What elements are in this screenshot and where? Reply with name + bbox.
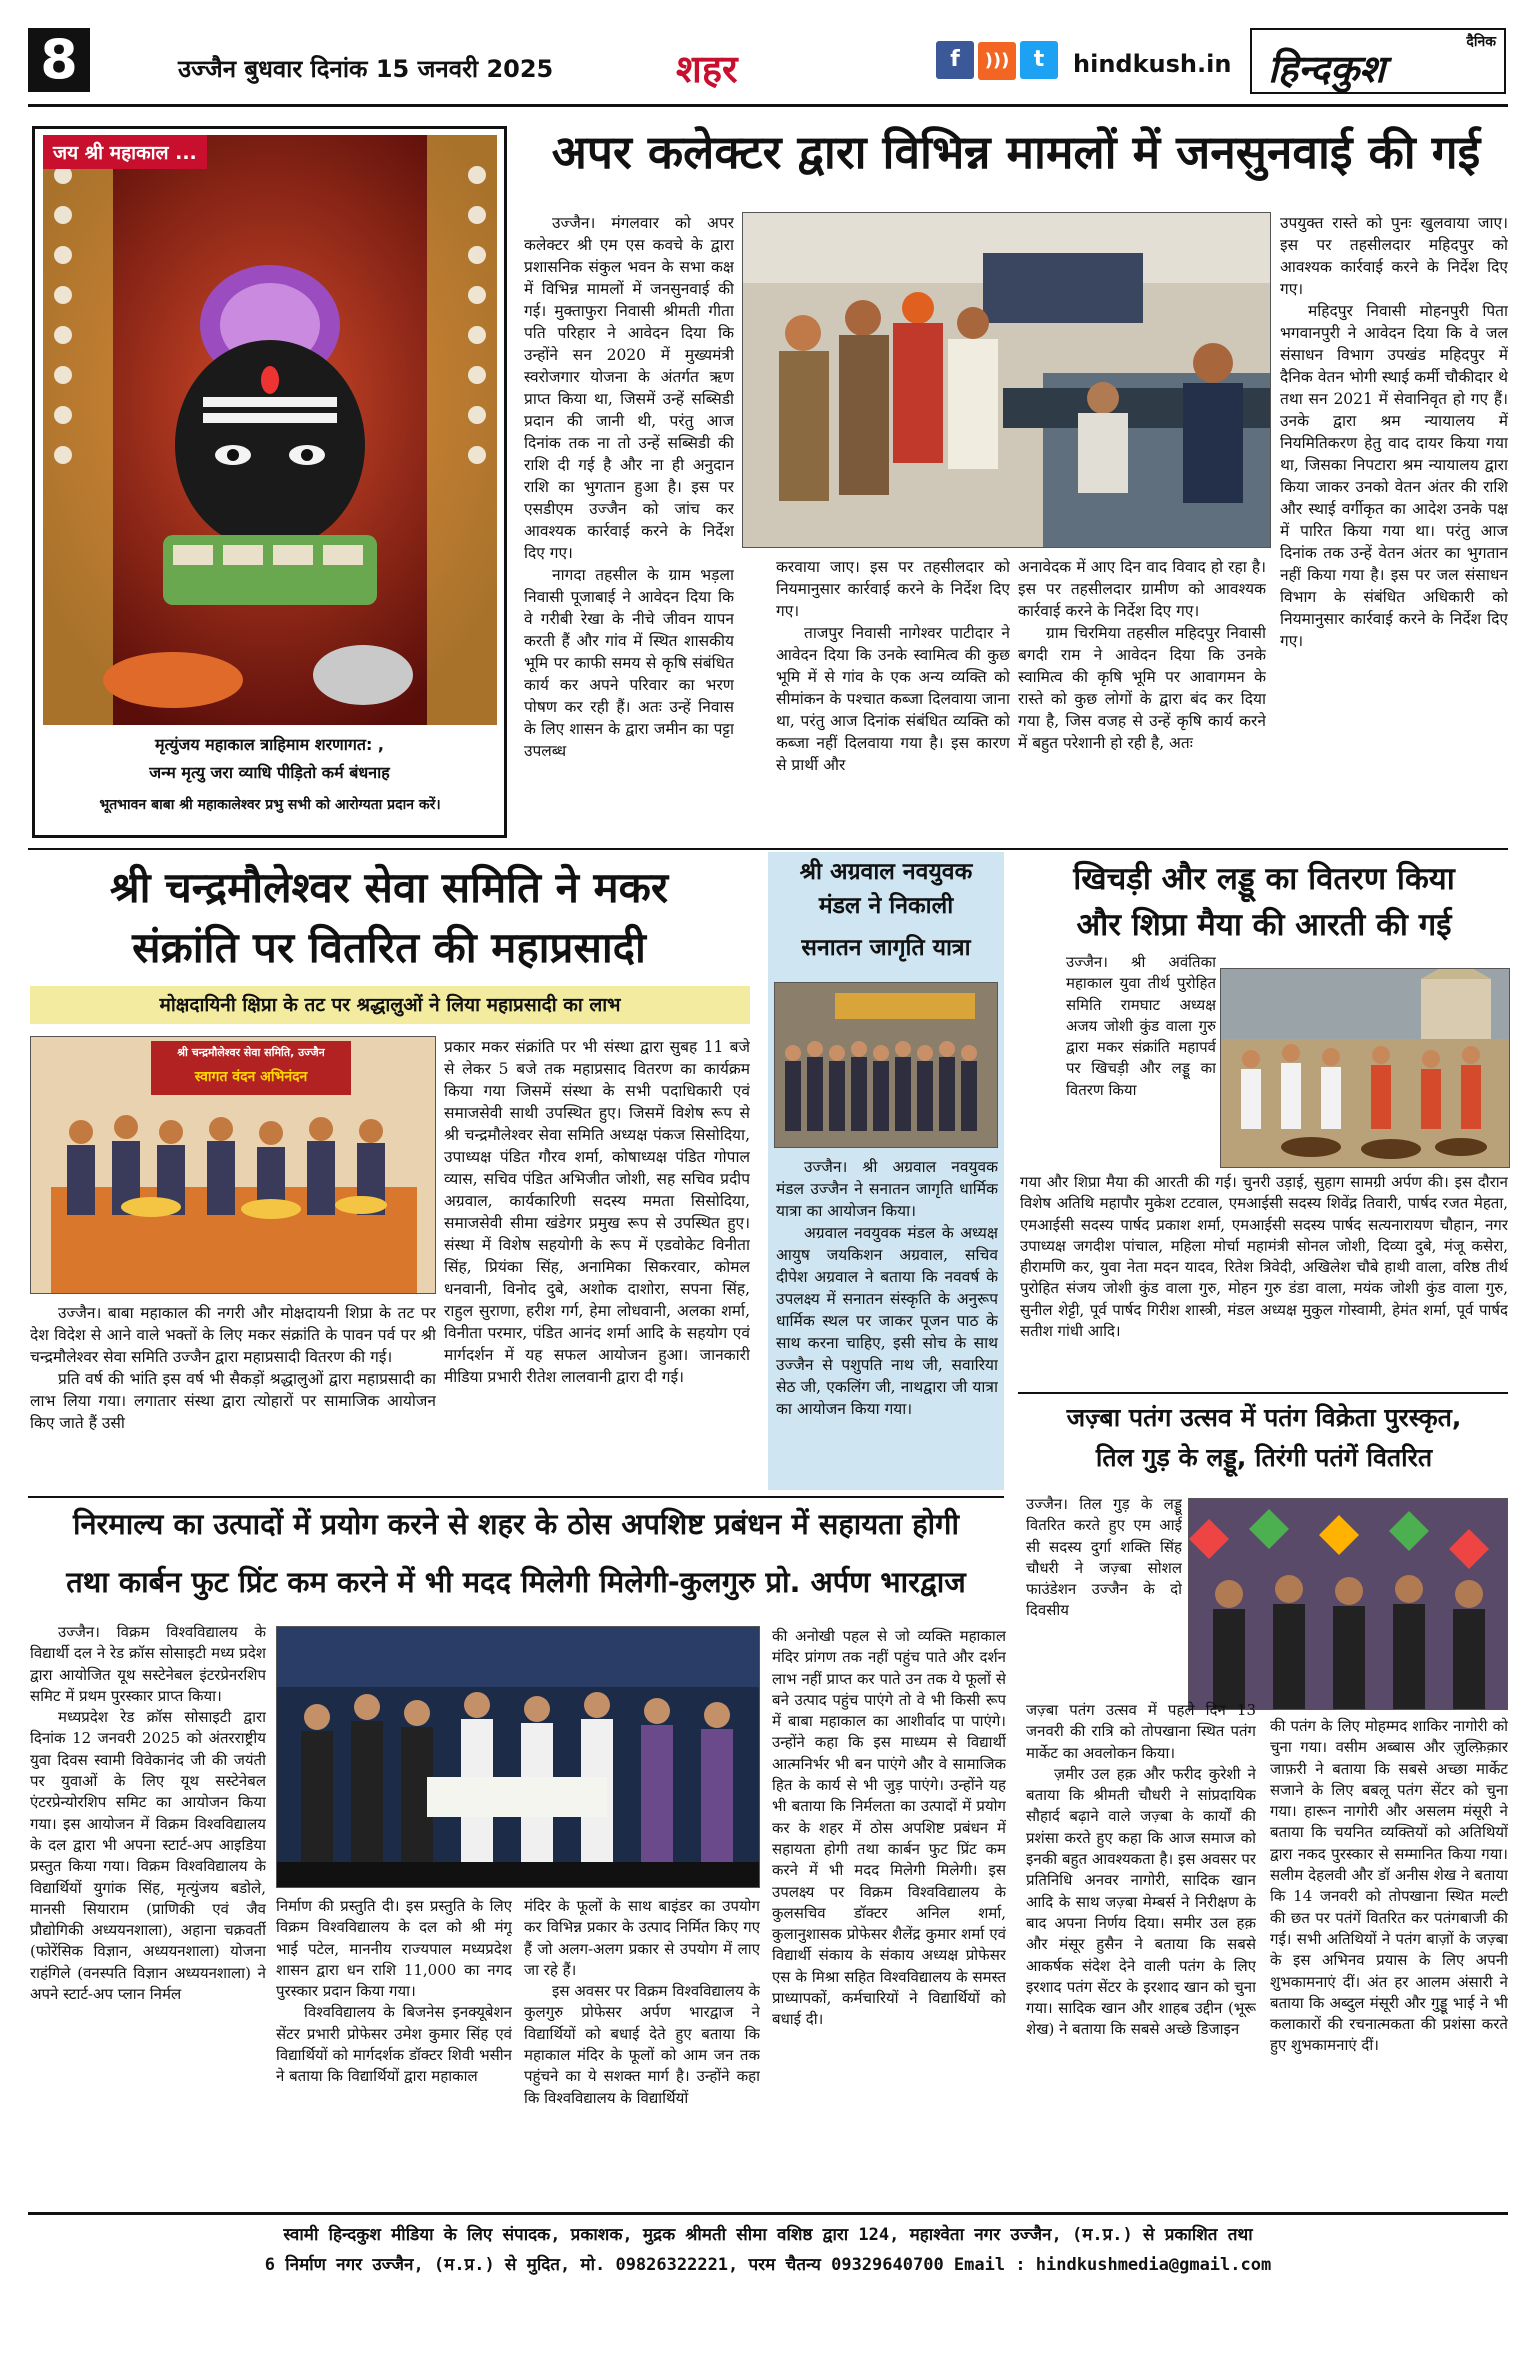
story4-headline-1: खिचड़ी और लड्डू का वितरण किया [1073,861,1455,897]
story1-col4-para2: महिदपुर निवासी मोहनपुरी पिता भगवानपुरी ने आवेदन दिया कि वे जल संसाधन विभाग उपखंड महिदपुर में दैनिक वेतन भोगी स्थाई कर्मी चौकीदार थे तथा सन 2021 में सेवानिवृत हो गए हैं। उनके द्वारा श्रम न्यायालय में नियमितिकरण हेतु वाद दायर किया गया था, जिसका निपटारा श्रम न्यायालय द्वारा किया जाकर उनको वेतन अंतर की राशि और स्थाई वर्गीकृत का आदेश उनके पक्ष में पारित किया गया था। परंतु आज दिनांक तक उन्हें वेतन अंतर का भुगतान नहीं किया गया है। इस पर जल संसाधन विभाग के संबंधित अधिकारी को नियमानुसार कार्रवाई करने के निर्देश दिए गए। [1280,302,1508,650]
story2-headline-1: श्री चन्द्रमौलेश्वर सेवा समिति ने मकर [109,863,669,912]
story3-headline-3: सनातन जागृति यात्रा [801,935,971,961]
story3-photo [774,982,998,1148]
story3-body [776,1156,998,1486]
ghat-aarti-illustration [1221,969,1510,1168]
story1-col2-para1: करवाया जाए। इस पर तहसीलदार को नियमानुसार कार्रवाई करने के निर्देश दिए गए। [776,558,1010,620]
story5-col1 [1026,1700,1256,2200]
story6-headline-1: निरमाल्य का उत्पादों में प्रयोग करने से शहर के ठोस अपशिष्ट प्रबंधन में सहायता होगी [72,1507,960,1541]
award-ceremony-illustration [277,1627,760,1888]
story1-col1-para2: नागदा तहसील के ग्राम भड़ला निवासी पूजाबाई ने आवेदन दिया कि वे गरीबी रेखा के नीचे जीवन यापन करती हैं और गांव में स्थित शासकीय भूमि पर काफी समय से कृषि संबंधित कार्य कर अपने परिवार का भरण पोषण कर रही हैं। अतः उन्हें निवास के लिए शासन के द्वारा जमीन का पट्टा उपलब्ध [524,566,734,760]
story1-photo [742,212,1271,548]
story4-photo [1220,968,1510,1168]
story2-photo [30,1036,436,1294]
story1-col2 [776,556,1010,838]
story1-col4-para1: उपयुक्त रास्ते को पुनः खुलवाया जाए। इस पर तहसीलदार महिदपुर को आवश्यक कार्रवाई करने के निर्देश दिए गए। [1280,214,1508,298]
masthead [28,18,1506,102]
story6-col1-para2: मध्यप्रदेश रेड क्रॉस सोसाइटी द्वारा दिनांक 12 जनवरी 2025 को अंतरराष्ट्रीय युवा दिवस स्वामी विवेकानंद जी की जयंती पर युवाओं के लिए यूथ सस्टेनेबल एंटरप्रेन्योरशिप समिट का आयोजन किया गया। इस आयोजन में विक्रम विश्वविद्यालय के दल द्वारा भी अपना स्टार्ट-अप आइडिया प्रस्तुत किया गया। विक्रम विश्वविद्यालय के विद्यार्थियों युगांक सिंह, मृत्युंजय बडोले, मानसी सियाराम (प्राणिकी एवं जैव प्रौद्योगिकी अध्ययनशाला), अहाना चक्रवर्ती (फोरेंसिक विज्ञान, अध्ययनशाला) योजना राहंगिले (वनस्पति विज्ञान अध्ययनशाला) ने अपने स्टार्ट-अप प्लान निर्मल [30,1708,266,2004]
story5-headline-2: तिल गुड़ के लड्डू, तिरंगी पतंगें वितरित [1095,1443,1433,1472]
story4-divider [1018,1392,1508,1394]
paper-logo [1250,28,1506,94]
story5-photo [1188,1498,1508,1710]
story2-col-right [444,1036,750,1440]
story1-col1-para1: उज्जैन। मंगलवार को अपर कलेक्टर श्री एम एस कवचे के द्वारा प्रशासनिक संकुल भवन के सभा कक्ष में विभिन्न मामलों में जनसुनवाई की गई। मुक्ताफुरा निवासी श्रीमती गीता पति परिहार ने आवेदन दिया कि उन्होंने सन 2020 में मुख्यमंत्री स्वरोजगार योजना के अंतर्गत ऋण प्राप्त किया था, जिसमें उन्हें सब्सिडी प्रदान की जानी थी, परंतु आज दिनांक तक ना तो उन्हें सब्सिडी की राशि दी गई है और ना ही अनुदान राशि का भुगतान हुआ है। इस पर एसडीएम उज्जैन को जांच कर आवश्यक कार्रवाई करने के निर्देश दिए गए। [524,214,734,562]
website-link[interactable]: hindkush.in [1073,50,1232,78]
page-number: 8 [40,28,78,91]
story6-col2-para1: निर्माण की प्रस्तुति दी। इस प्रस्तुति के लिए विक्रम विश्वविद्यालय के दल को श्री मंगू भाई पटेल, माननीय राज्यपाल मध्यप्रदेश शासन द्वारा धन राशि 11,000 का नगद पुरस्कार प्रदान किया गया। [276,1897,512,2001]
story2-left-para1: उज्जैन। बाबा महाकाल की नगरी और मोक्षदायनी शिप्रा के तट पर देश विदेश से आने वाले भक्तों के लिए मकर संक्रांति के पावन पर्व पर श्री चन्द्रमौलेश्वर सेवा समिति उज्जैन द्वारा महाप्रसादी वितरण की गई। [30,1304,436,1366]
story1-col3-para2: ग्राम चिरमिया तहसील महिदपुर निवासी बगदी राम ने आवेदन दिया कि उनके स्वामित्व की कृषि भूमि पर आवागमन के रास्ते को कुछ लोगों के द्वारा बंद कर दिया गया है, जिस वजह से उन्हें कृषि कार्य करने में बहुत परेशानी हो रही है, अतः [1018,624,1266,752]
story1-col3-para1: अनावेदक में आए दिन वाद विवाद हो रहा है। इस पर तहसीलदार ग्रामीण को आवश्यक कार्रवाई करने के निर्देश दिए गए। [1018,558,1266,620]
kite-market-illustration [1189,1499,1508,1710]
paper-logo-name: हिन्दकुश [1268,47,1385,91]
footer-imprint-1: स्वामी हिन्दकुश मीडिया के लिए संपादक, प्रकाशक, मुद्रक श्रीमती सीमा वशिष्ठ द्वारा 124, महाश्वेता नगर उज्जैन, (म.प्र.) से प्रकाशित तथा [283,2225,1253,2245]
story2-banner-text-2: स्वागत वंदन अभिनंदन [194,1069,308,1085]
story6-col2-para2: विश्वविद्यालय के बिजनेस इनक्यूबेशन सेंटर प्रभारी प्रोफेसर उमेश कुमार सिंह एवं विद्यार्थियों को मार्गदर्शक डॉक्टर शिवी भसीन ने बताया कि विद्यार्थियों द्वारा महाकाल [276,2003,512,2086]
story5-headline-1: जज़्बा पतंग उत्सव में पतंग विक्रेता पुरस्कृत, [1066,1403,1462,1432]
story6-col2 [276,1896,512,2204]
mahakal-verse-1: मृत्युंजय महाकाल त्राहिमाम शरणागत: , [154,735,385,754]
facebook-icon[interactable]: f [936,41,974,79]
story4-headline-2: और शिप्रा मैया की आरती की गई [1076,907,1452,943]
story5-col1-para1: जज़्बा पतंग उत्सव में पहले दिन 13 जनवरी की रात्रि को तोपखाना स्थित पतंग मार्केट का अवलोकन किया। [1026,1701,1256,1762]
story1-col1 [524,212,734,838]
story5-col2-para1: की पतंग के लिए मोहम्मद शाकिर नागोरी को चुना गया। वसीम अब्बास और ज़ुल्फ़िक़ार जाफ़री ने बताया कि सबसे अच्छा मार्केट सजाने के लिए बबलू पतंग सेंटर को चुना गया। हारून नागोरी और असलम मंसूरी ने बताया कि चयनित व्यक्तियों को अतिथियों द्वारा नकद पुरस्कार से सम्मानित किया गया। सलीम देहलवी और डॉ अनीस शेख ने बताया कि 14 जनवरी को तोपखाना स्थित मल्टी की छत पर पतंगें वितरित कर पतंगबाजी की गई। सभी अतिथियों ने पतंग बाज़ों के जज़्बा के इस अभिनव प्रयास के लिए अपनी शुभकामनाएं दीं। अंत हर आलम अंसारी ने बताया कि अब्दुल मंसूरी और गुड्डू भाई ने भी कलाकारों की रचनात्मकता की प्रशंसा करते हुए शुभकामनाएं दीं। [1270,1717,1508,2055]
story5-col1-para2: ज़मीर उल हक़ और फरीद कुरेशी ने बताया कि श्रीमती चौधरी ने सांप्रदायिक सौहार्द बढ़ाने वाले जज़्बा के कार्यों की प्रशंसा करते हुए कहा कि आज समाज को इनकी बहुत आवश्यकता है। इस अवसर पर प्रतिनिधि अनवर नागोरी, सादिक खान आदि के साथ जज़्बा मेम्बर्स ने निरीक्षण के बाद अपना निर्णय दिया। समीर उल हक़ और मंसूर हुसैन ने बताया कि सबसे आकर्षक संदेश देने वाली पतंग के लिए इरशाद पतंग सेंटर के इरशाद खान को चुना गया। सादिक खान और शाहब उद्दीन (भूरू शेख) ने बताया कि सबसे अच्छे डिजाइन [1026,1764,1256,2039]
story4-intro [1066,952,1216,1168]
mahakal-verse-2: जन्म मृत्यु जरा व्याधि पीड़ितो कर्म बंधनाह [149,763,390,782]
yatra-group-illustration [775,983,998,1148]
story2-col-left [30,1302,436,1442]
twitter-icon[interactable]: t [1020,41,1058,79]
story5-intro-para: उज्जैन। तिल गुड़ के लड्डू वितरित करते हुए एम आई सी सदस्य दुर्गा शक्ति सिंह चौधरी ने जज़्बा सोशल फाउंडेशन उज्जैन के दो दिवसीय [1026,1495,1182,1620]
story4-body-para: गया और शिप्रा मैया की आरती की गई। चुनरी उड़ाई, सुहाग सामग्री अर्पण की। इस दौरान विशेष अतिथि महापौर मुकेश टटवाल, एमआईसी सदस्य शिवेंद्र तिवारी, पार्षद रजत मेहता, एमआईसी सदस्य पार्षद प्रकाश शर्मा, एमआईसी सदस्य पार्षद सत्यनारायण चौहान, नगर उपाध्यक्ष जगदीश पांचाल, महिला मोर्चा महामंत्री सोनल जोशी, दिव्या दुबे, मंजू कसेरा, हीरामणि कर, युवा नेता मदन यादव, रितेश त्रिवेदी, अखिलेश चौबे हाथी वाला, वरिष्ठ तीर्थ पुरोहित संजय जोशी कुंड वाला गुरु, मोहन गुरु डंडा वाला, मयंक जोशी कुंड वाला गुरु, सुनील शेट्टी, पूर्व पार्षद गिरीश शास्त्री, मंडल अध्यक्ष मुकुल गोस्वामी, हेमंत शर्मा, पूर्व पार्षद सतीश गांधी आदि। [1020,1173,1508,1341]
story6-headline-2: तथा कार्बन फुट प्रिंट कम करने में भी मदद मिलेगी मिलेगी-कुलगुरु प्रो. अर्पण भारद्वाज [66,1565,966,1599]
mahakal-box [32,126,507,838]
story3-headline-1: श्री अग्रवाल नवयुवक [799,859,973,885]
story6-photo [276,1626,760,1888]
mahakal-illustration [43,135,497,725]
story5-col2 [1270,1716,1508,2200]
story5-intro [1026,1494,1182,1694]
row2-divider [28,1496,1004,1498]
story2-left-para2: प्रति वर्ष की भांति इस वर्ष भी सैकड़ों श्रद्धालुओं द्वारा महाप्रसादी का लाभ लिया गया। लगातार संस्था द्वारा त्योहारों पर सामाजिक आयोजन किए जाते हैं उसी [30,1370,436,1432]
row1-divider [28,848,1508,850]
story2-subhead: मोक्षदायिनी क्षिप्रा के तट पर श्रद्धालुओं ने लिया महाप्रसादी का लाभ [30,986,750,1024]
story6-col4 [772,1626,1006,2204]
section-name: शहर [676,47,738,91]
story6-col4-para1: की अनोखी पहल से जो व्यक्ति महाकाल मंदिर प्रांगण तक नहीं पहुंच पाते और दर्शन लाभ नहीं प्राप्त कर पाते उन तक ये फूलों से बने उत्पाद पहुंच पाएंगे तो वे भी किसी रूप में बाबा महाकाल का आशीर्वाद पा पाएंगे। उन्होंने कहा कि इस माध्यम से विद्यार्थी आत्मनिर्भर भी बन पाएंगे और वे सामाजिक हित के कार्य से भी जुड़ पाएंगे। उन्होंने यह भी बताया कि निर्मलता का उत्पादों में प्रयोग कर के शहर में ठोस अपशिष्ट प्रबंधन में सहायता होगी तथा कार्बन फुट प्रिंट कम करने में भी मदद मिलेगी मिलेगी। इस उपलक्ष्य पर विक्रम विश्वविद्यालय के कुलसचिव डॉक्टर अनिल शर्मा, कुलानुशासक प्रोफेसर शैलेंद्र कुमार शर्मा एवं विद्यार्थी संकाय के संकाय अध्यक्ष प्रोफेसर एस के मिश्रा सहित विश्वविद्यालय के समस्त प्राध्यापकों, कर्मचारियों ने विद्यार्थियों को बधाई दी। [772,1627,1006,2029]
story3-para2: अग्रवाल नवयुवक मंडल के अध्यक्ष आयुष जयकिशन अग्रवाल, सचिव दीपेश अग्रवाल ने बताया कि नववर्ष के उपलक्ष्य में सनातन संस्कृति के अनुरूप धार्मिक स्थल पर जाकर पूजन पाठ के साथ करना चाहिए, इसी सोच के साथ उज्जैन से पशुपति नाथ जी, सवारिया सेठ जी, एकलिंग जी, नाथद्वारा जी यात्रा का आयोजन किया गया। [776,1224,998,1418]
story2-banner-text: श्री चन्द्रमौलेश्वर सेवा समिति, उज्जैन [177,1046,325,1059]
story1-col2-para2: ताजपुर निवासी नागेश्वर पाटीदार ने आवेदन दिया कि उनके स्वामित्व की कुछ भूमि में से गांव के एक अन्य व्यक्ति को सीमांकन के पश्चात कब्जा दिलवाया जाना था, परंतु आज दिनांक संबंधित व्यक्ति को कब्जा नहीं दिलवाया गया है। इस कारण से प्रार्थी और [776,624,1010,774]
rss-icon[interactable]: ))) [978,42,1016,80]
story2-headline-2: संक्रांति पर वितरित की महाप्रसादी [132,923,646,972]
story6-col3-para1: मंदिर के फूलों के साथ बाइंडर का उपयोग कर विभिन्न प्रकार के उत्पाद निर्मित किए गए हैं जो अलग-अलग प्रकार से उपयोग में लाए जा रहे हैं। [524,1897,760,1979]
footer-imprint-2: 6 निर्माण नगर उज्जैन, (म.प्र.) से मुदित, मो. 09826322221, परम चैतन्य 09329640700 Email : hindkushmedia@gmail.com [264,2255,1272,2275]
page-number-box [28,28,90,92]
story6-col3 [524,1896,760,2204]
story6-col1-para1: उज्जैन। विक्रम विश्वविद्यालय के विद्यार्थी दल ने रेड क्रॉस सोसाइटी मध्य प्रदेश द्वारा आयोजित यूथ सस्टेनेबल इंटरप्रेनरशिप समिट में प्रथम पुरस्कार प्राप्त किया। [30,1623,266,1705]
footer-rule [28,2212,1508,2215]
story1-col3 [1018,556,1266,838]
story4-intro-para: उज्जैन। श्री अवंतिका महाकाल युवा तीर्थ पुरोहित समिति रामघाट अध्यक्ष अजय जोशी कुंड वाला गुरु द्वारा मकर संक्रांति महापर्व पर खिचड़ी और लड्डू का वितरण किया [1066,953,1216,1099]
story6-col1 [30,1622,266,2204]
masthead-rule [28,104,1508,107]
story1-headline: अपर कलेक्टर द्वारा विभिन्न मामलों में जनसुनवाई की गई [551,125,1481,179]
story4-body [1020,1172,1508,1386]
story6-col3-para2: इस अवसर पर विक्रम विश्वविद्यालय के कुलगुरु प्रोफेसर अर्पण भारद्वाज ने विद्यार्थियों को बधाई देते हुए बताया कि महाकाल मंदिर के फूलों को आम जन तक पहुंचने का ये सशक्त मार्ग है। उन्होंने कहा कि विश्वविद्यालय के विद्यार्थियों [524,1982,760,2107]
story3-headline-2: मंडल ने निकाली [818,893,954,919]
paper-logo-small: दैनिक [1466,34,1496,50]
story3-para1: उज्जैन। श्री अग्रवाल नवयुवक मंडल उज्जैन ने सनातन जागृति धार्मिक यात्रा का आयोजन किया। [776,1158,998,1220]
mahakal-photo [43,135,497,725]
social-icons [936,41,1062,80]
hearing-room-illustration [743,213,1271,548]
dateline: उज्जैन बुधवार दिनांक 15 जनवरी 2025 [178,55,554,83]
mahakal-tag: जय श्री महाकाल ... [43,135,207,169]
story2-right-para1: प्रकार मकर संक्रांति पर भी संस्था द्वारा सुबह 11 बजे से लेकर 5 बजे तक महाप्रसाद वितरण का कार्यक्रम किया गया जिसमें संस्था के सभी पदाधिकारी एवं समाजसेवी साथी उपस्थित हुए। जिसमें विशेष रूप से श्री चन्द्रमौलेश्वर सेवा समिति अध्यक्ष पंकज सिसोदिया, उपाध्यक्ष पंडित गौरव शर्मा, कोषाध्यक्ष पंडित गोपाल व्यास, सचिव पंडित अभिजीत जोशी, सह सचिव प्रदीप अग्रवाल, कार्यकारिणी सदस्य ममता सिसोदिया, समाजसेवी सीमा खंडेगर प्रमुख रूप से उपस्थित हुए। संस्था में विशेष सहयोगी के रूप में एडवोकेट विनीता सिंह, प्रियंका सिंह, अनामिका सिकरवार, कोमल धनवानी, विनोद दुबे, अशोक दाशोरा, सपना सिंह, राहुल सुराणा, हरीश गर्ग, हेमा लोधवानी, अलका शर्मा, विनीता परमार, पंडित आनंद शर्मा आदि के सहयोग एवं मार्गदर्शन में यह सफल आयोजन हुआ। जानकारी मीडिया प्रभारी रीतेश लालवानी द्वारा दी गई। [444,1038,750,1386]
story1-col4 [1280,212,1508,838]
mahakal-blessing: भूतभावन बाबा श्री महाकालेश्वर प्रभु सभी को आरोग्यता प्रदान करें। [99,797,441,813]
